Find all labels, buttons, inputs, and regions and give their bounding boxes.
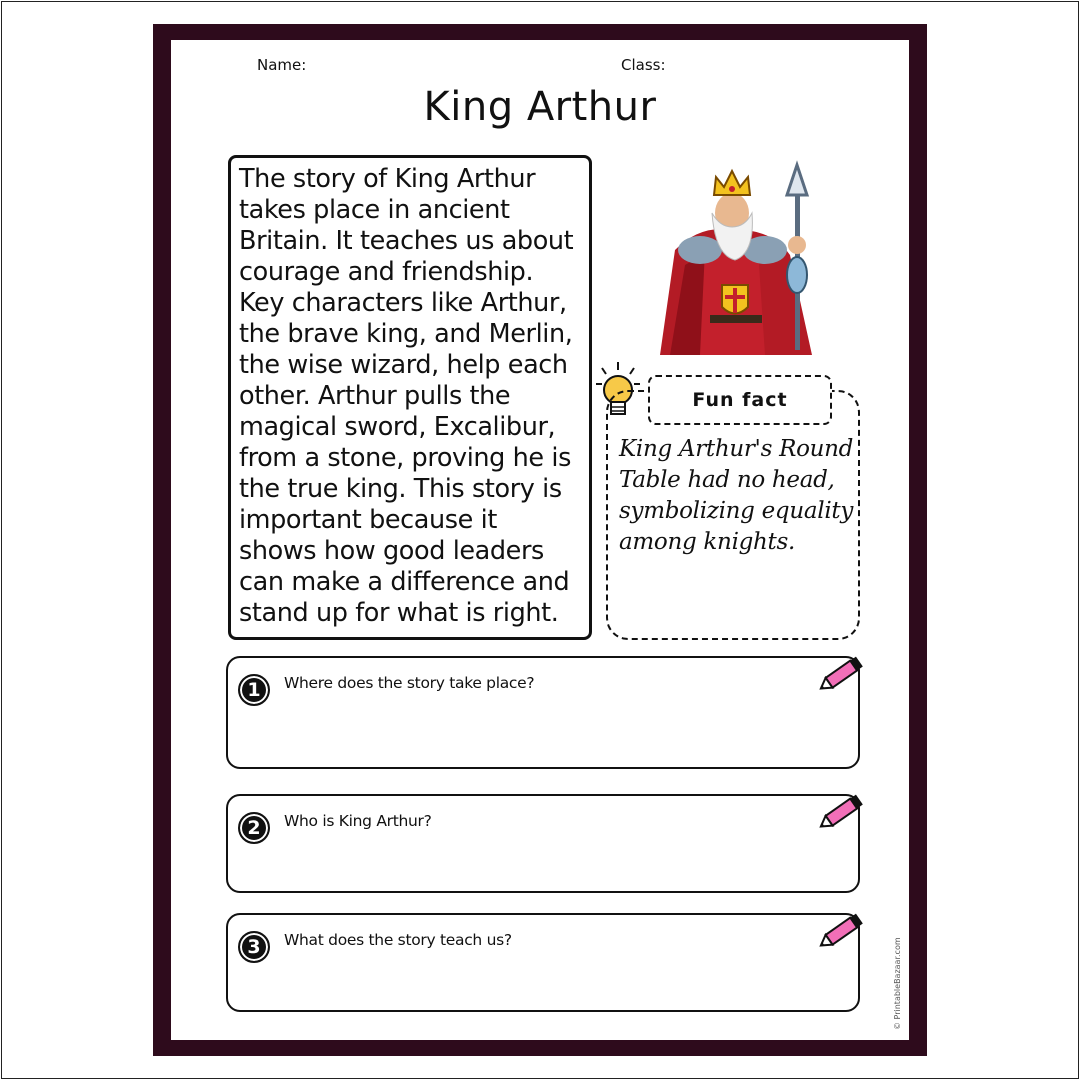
king-arthur-illustration	[640, 155, 820, 355]
pencil-icon	[818, 650, 868, 696]
question-number-badge: 1	[238, 674, 270, 706]
question-box-1[interactable]	[226, 656, 860, 769]
question-number-badge: 2	[238, 812, 270, 844]
question-box-2[interactable]	[226, 794, 860, 893]
question-number-badge: 3	[238, 931, 270, 963]
question-text: What does the story teach us?	[284, 931, 512, 949]
class-label: Class:	[621, 56, 666, 74]
question-text: Who is King Arthur?	[284, 812, 432, 830]
name-label: Name:	[257, 56, 307, 74]
pencil-icon	[818, 788, 868, 834]
pencil-icon	[818, 907, 868, 953]
page-title: King Arthur	[423, 84, 657, 130]
question-box-3[interactable]	[226, 913, 860, 1012]
fun-fact-label: Fun fact	[648, 375, 832, 425]
question-text: Where does the story take place?	[284, 674, 535, 692]
watermark: © PrintableBazaar.com	[893, 937, 902, 1030]
story-passage: The story of King Arthur takes place in ancient Britain. It teaches us about courage and friendship. Key characters like Arthur, the brave king, and Merlin, the wise wizard, help each other. Arthur pulls the magical sword, Excalibur, from a stone, proving he is the true king. This story is important because it shows how good leaders can make a difference and stand up for what is right.	[228, 155, 592, 640]
fun-fact-text: King Arthur's Round Table had no head, symbolizing equality among knights.	[619, 436, 854, 555]
